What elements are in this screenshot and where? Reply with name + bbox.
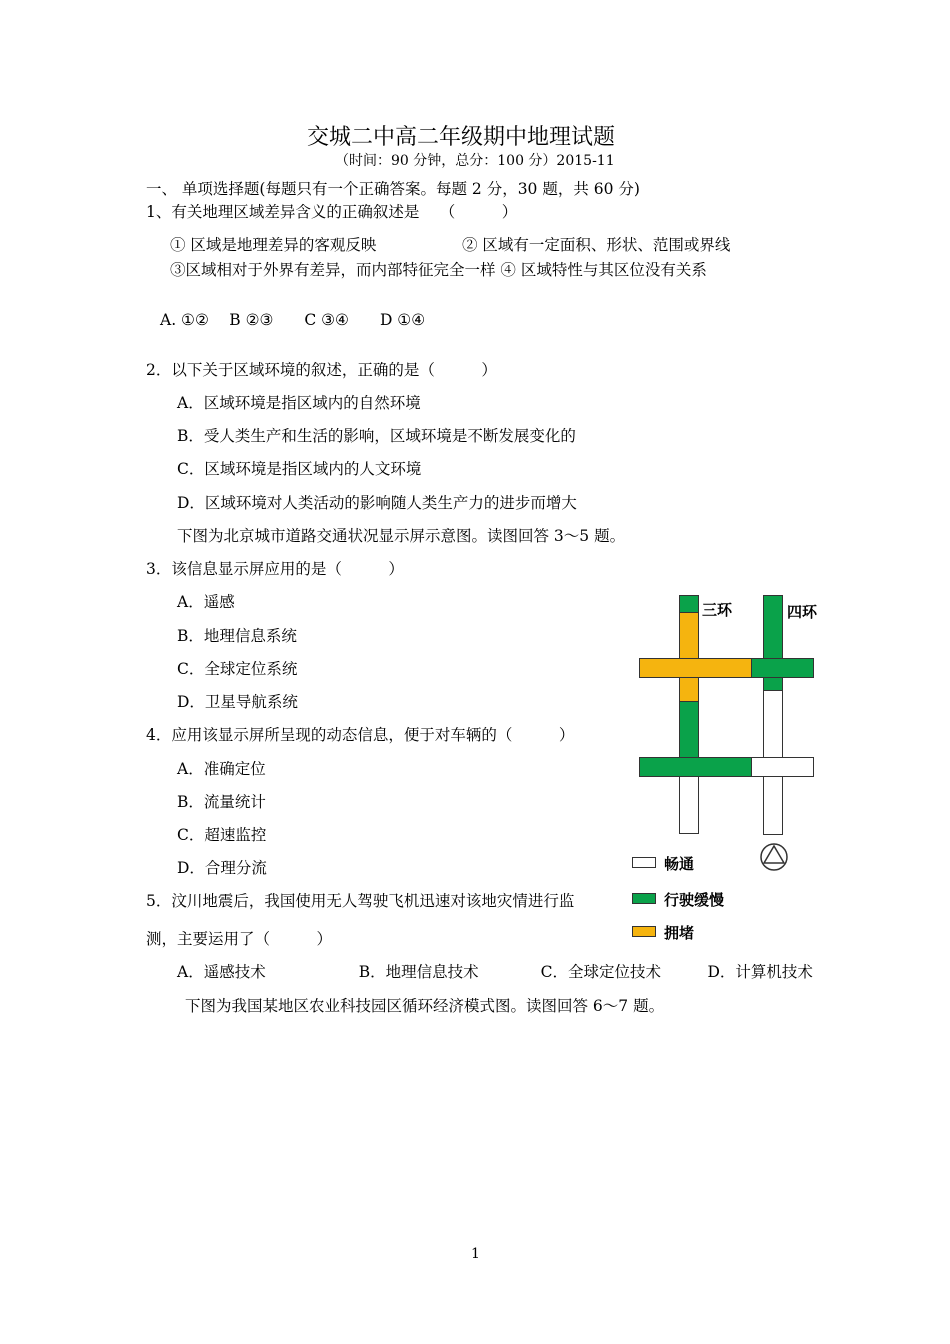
ring3-road-south-clear xyxy=(679,776,699,834)
q5-stem-line2: 测，主要运用了（ ） xyxy=(146,930,333,948)
q2-stem: 2．以下关于区域环境的叙述，正确的是（ ） xyxy=(146,361,497,379)
q1-options: A. ①② B ②③ C ③④ D ①④ xyxy=(160,311,426,329)
legend-swatch-slow xyxy=(632,893,656,904)
page-number: 1 xyxy=(471,1246,480,1262)
q4-stem: 4．应用该显示屏所呈现的动态信息，便于对车辆的（ ） xyxy=(146,726,575,744)
q2-option-b: B．受人类生产和生活的影响，区域环境是不断发展变化的 xyxy=(177,427,576,445)
intro-q3-5: 下图为北京城市道路交通状况显示屏示意图。读图回答 3～5 题。 xyxy=(177,527,626,545)
ring3-label: 三环 xyxy=(702,601,733,619)
q5-stem-line1: 5．汶川地震后，我国使用无人驾驶飞机迅速对该地灾情进行监 xyxy=(146,892,575,910)
q4-option-d: D．合理分流 xyxy=(177,859,267,877)
q3-stem: 3．该信息显示屏应用的是（ ） xyxy=(146,560,404,578)
section-heading: 一、 单项选择题(每题只有一个正确答案。每题 2 分，30 题，共 60 分) xyxy=(146,180,640,198)
page-subtitle: （时间：90 分钟，总分：100 分）2015-11 xyxy=(335,153,615,169)
q2-option-d: D．区域环境对人类活动的影响随人类生产力的进步而增大 xyxy=(177,494,577,512)
q5-options: A．遥感技术 B．地理信息技术 C．全球定位技术 D．计算机技术 xyxy=(177,963,813,981)
upper-road-west-jam xyxy=(639,658,752,678)
q1-statement-3-4: ③区域相对于外界有差异，而内部特征完全一样 ④ 区域特性与其区位没有关系 xyxy=(170,261,707,279)
legend-label-jam: 拥堵 xyxy=(664,924,695,942)
q1-statement-1: ① 区域是地理差异的客观反映 xyxy=(170,236,377,254)
legend-swatch-clear xyxy=(632,857,656,868)
lower-road-west-slow xyxy=(639,757,752,777)
q1-stem: 1、有关地理区域差异含义的正确叙述是 （ ） xyxy=(146,203,518,221)
q3-option-b: B．地理信息系统 xyxy=(177,627,297,645)
q2-option-a: A．区域环境是指区域内的自然环境 xyxy=(177,394,421,412)
q4-option-a: A．准确定位 xyxy=(177,760,266,778)
legend-label-clear: 畅通 xyxy=(664,855,695,873)
north-arrow-icon xyxy=(759,842,789,872)
legend-swatch-jam xyxy=(632,926,656,937)
intro-q6-7: 下图为我国某地区农业科技园区循环经济模式图。读图回答 6～7 题。 xyxy=(185,997,665,1015)
q2-option-c: C．区域环境是指区域内的人文环境 xyxy=(177,460,422,478)
q3-option-c: C．全球定位系统 xyxy=(177,660,298,678)
q1-statement-2: ② 区域有一定面积、形状、范围或界线 xyxy=(462,236,731,254)
ring3-road-north-jam xyxy=(679,612,699,702)
upper-road-east-slow xyxy=(751,658,814,678)
q4-option-c: C．超速监控 xyxy=(177,826,267,844)
q3-option-d: D．卫星导航系统 xyxy=(177,693,298,711)
legend-label-slow: 行驶缓慢 xyxy=(664,891,725,909)
ring3-road-north-slow xyxy=(679,595,699,613)
page-title: 交城二中高二年级期中地理试题 xyxy=(307,125,616,150)
q3-option-a: A．遥感 xyxy=(177,593,235,611)
ring4-label: 四环 xyxy=(787,603,818,621)
q4-option-b: B．流量统计 xyxy=(177,793,266,811)
lower-road-east-clear xyxy=(751,757,814,777)
